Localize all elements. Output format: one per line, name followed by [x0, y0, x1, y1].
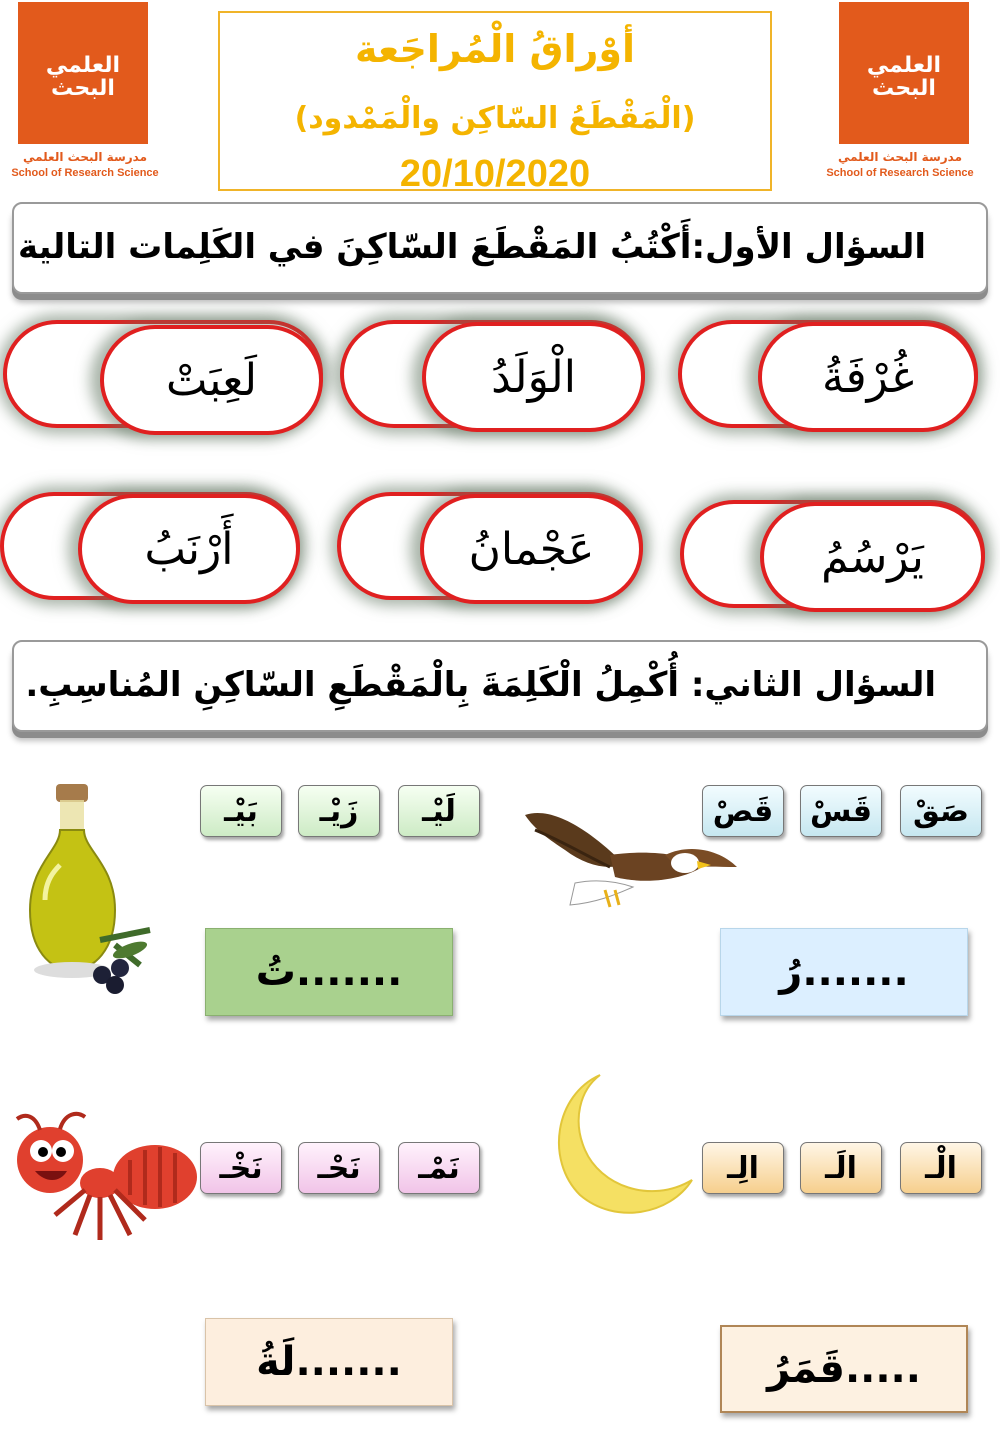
answer-text: .....قَمَرُ	[767, 1346, 921, 1392]
option-chip[interactable]: نَمْـ	[398, 1142, 480, 1194]
option-chip[interactable]: صَقْ	[900, 785, 982, 837]
question2-banner	[12, 640, 988, 732]
question2-text: السؤال الثاني: أُكْمِلُ الْكَلِمَةَ بِالْمَقْطَعِ السّاكِنِ المُناسِبِ.	[25, 665, 936, 705]
word-text: عَجْمانُ	[468, 523, 595, 575]
answer-text: .......لَةُ	[256, 1339, 402, 1385]
word-pill-2	[422, 322, 645, 432]
word-pill-5	[420, 494, 643, 604]
word-pill-3	[100, 325, 323, 435]
option-chip[interactable]: نَخْـ	[200, 1142, 282, 1194]
word-text: يَرْسُمُ	[821, 531, 924, 583]
logo-school-arabic: مدرسة البحث العلمي	[22, 150, 148, 164]
logo-school-english: School of Research Science	[11, 167, 159, 179]
logo-arabic-text: العلمي البحث	[866, 53, 942, 102]
logo-arabic-text: العلمي البحث	[45, 53, 121, 102]
crescent-moon-picture	[540, 1070, 700, 1220]
logo-school-arabic: مدرسة البحث العلمي	[837, 150, 963, 164]
eagle-picture	[515, 795, 740, 915]
title-box	[218, 11, 772, 195]
option-chip[interactable]: قَسْ	[800, 785, 882, 837]
answer-box-olive-oil[interactable]	[205, 928, 453, 1016]
option-chip[interactable]: بَيْـ	[200, 785, 282, 837]
option-chip[interactable]: الْـ	[900, 1142, 982, 1194]
school-logo-right	[815, 2, 985, 182]
logo-mark	[839, 2, 969, 144]
option-chip[interactable]: الَـ	[800, 1142, 882, 1194]
option-chip[interactable]: نَحْـ	[298, 1142, 380, 1194]
word-pill-4	[760, 502, 985, 612]
option-chip[interactable]: زَيْـ	[298, 785, 380, 837]
ant-picture	[5, 1105, 200, 1245]
option-chip[interactable]: لَيْـ	[398, 785, 480, 837]
question1-text: السؤال الأول:أَكْتُبُ المَقْطَعَ السّاكِنَ في الكَلِمات التالية	[18, 227, 926, 267]
word-text: أَرْنَبُ	[144, 523, 234, 575]
logo-mark	[18, 2, 148, 144]
olive-oil-picture	[20, 780, 160, 1000]
answer-text: .......رُ	[779, 949, 909, 995]
option-chip[interactable]: الِـ	[702, 1142, 784, 1194]
logo-school-english: School of Research Science	[826, 167, 974, 179]
word-pill-1	[758, 322, 978, 432]
page-title: أوْراقُ الْمُراجَعة	[354, 27, 636, 71]
word-text: الْوَلَدُ	[491, 351, 576, 403]
word-text: غُرْفَةُ	[822, 351, 914, 403]
school-logo-left	[0, 2, 170, 182]
answer-box-moon[interactable]	[720, 1325, 968, 1413]
word-pill-6	[78, 494, 300, 604]
word-text: لَعِبَتْ	[165, 354, 258, 406]
page-subtitle: (الْمَقْطَعُ السّاكِن والْمَمْدود)	[294, 101, 696, 136]
answer-box-eagle[interactable]	[720, 928, 968, 1016]
answer-text: .......تُ	[255, 949, 403, 995]
page-date: 20/10/2020	[399, 153, 591, 195]
option-chip[interactable]: قَصْ	[702, 785, 784, 837]
answer-box-ant[interactable]	[205, 1318, 453, 1406]
question1-banner	[12, 202, 988, 294]
